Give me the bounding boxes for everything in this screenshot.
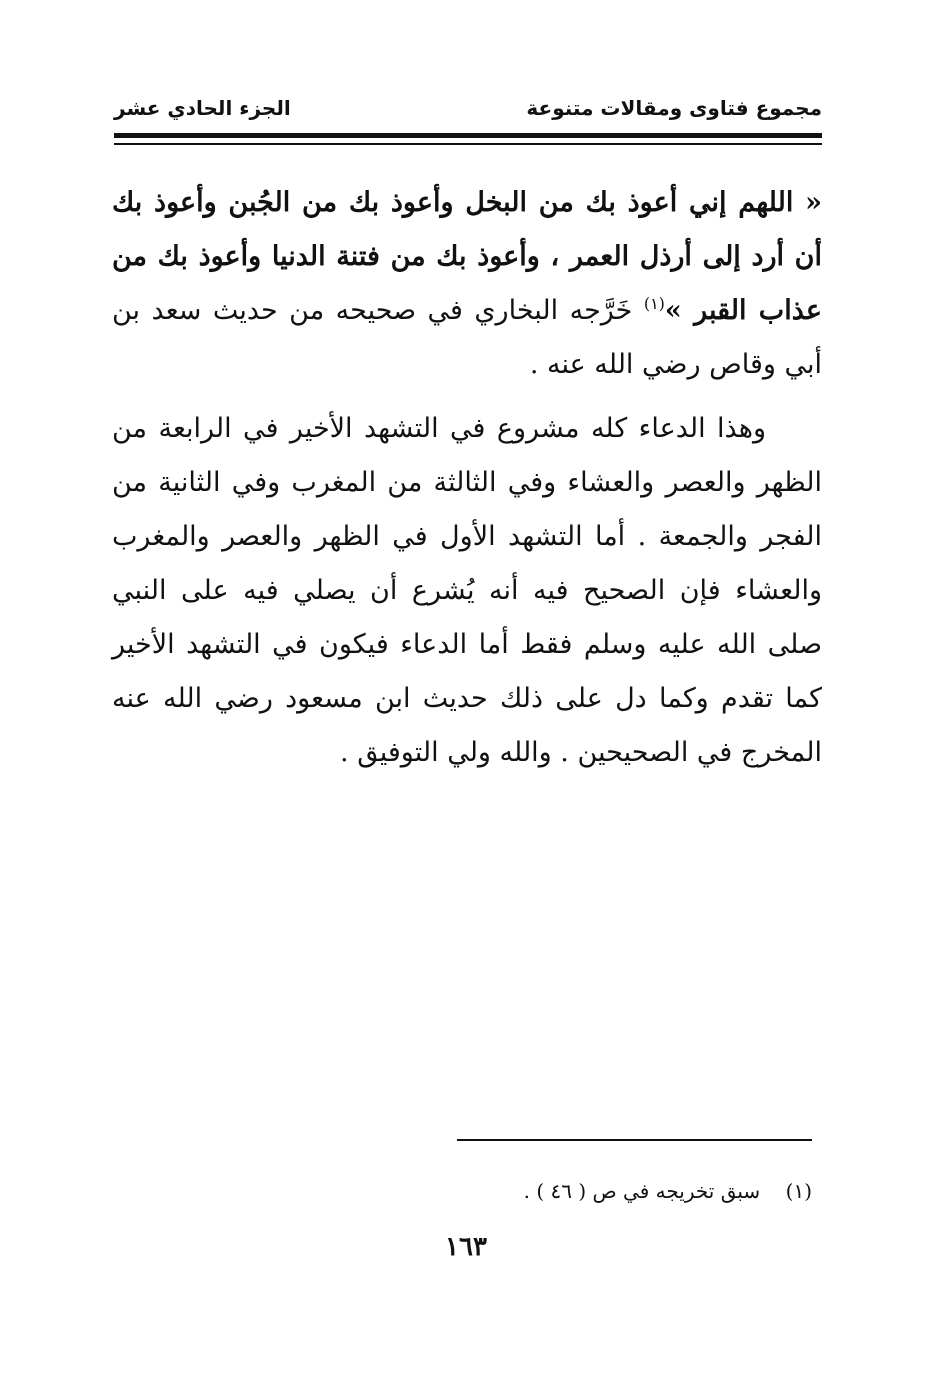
paragraph-1-rest: خَرَّجه البخاري في صحيحه من حديث سعد بن أبي وقاص رضي الله عنه . [112,295,822,380]
running-header [114,96,822,128]
body-text [112,176,822,780]
page-number: ١٦٣ [445,1232,487,1262]
footnote-text: سبق تخريجه في ص ( ٤٦ ) . [523,1179,761,1203]
volume-label: الجزء الحادي عشر [114,96,291,120]
footnote-1 [112,1176,812,1206]
footnote-rule [457,1139,812,1141]
paragraph-1 [112,176,822,392]
header-rule-thin [114,143,822,145]
header-rule-thick [114,133,822,138]
paragraph-2: وهذا الدعاء كله مشروع في التشهد الأخير في الرابعة من الظهر والعصر والعشاء وفي الثالثة من المغرب وفي الثانية من الفجر والجمعة . أما التشهد الأول في الظهر والعصر والمغرب والعشاء فإن الصحيح فيه أنه يُشرع أن يصلي فيه على النبي صلى الله عليه وسلم فقط أما الدعاء فيكون في التشهد الأخير كما تقدم وكما دل على ذلك حديث ابن مسعود رضي الله عنه المخرج في الصحيحين . والله ولي التوفيق . [112,413,822,768]
hadith-quote: « اللهم إني أعوذ بك من البخل وأعوذ بك من الجُبن وأعوذ بك أن أرد إلى أرذل العمر ، وأعوذ بك من فتنة الدنيا وأعوذ بك من عذاب القبر » [112,187,823,326]
book-title: مجموع فتاوى ومقالات متنوعة [526,96,822,120]
footnote-marker: (١) [785,1179,812,1203]
footnote-ref-1[interactable]: (١) [643,294,665,313]
